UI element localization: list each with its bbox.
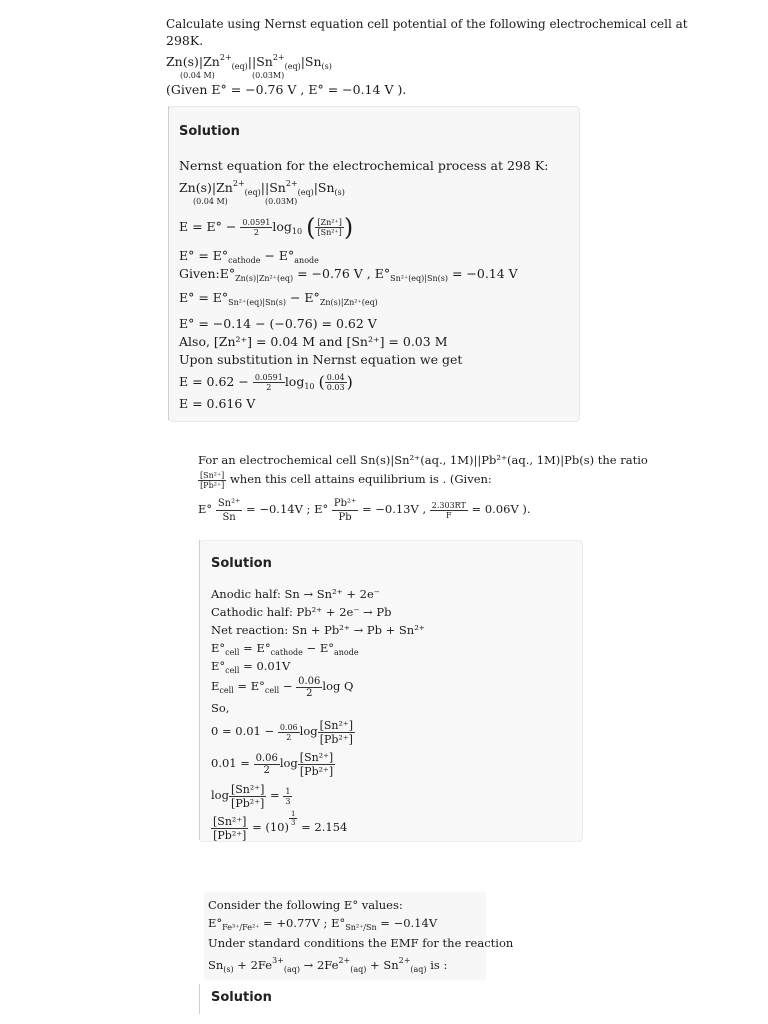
- sol1-cell: $Zn(s)|Zn^{2+}_{(eq)}||Sn^{2+}_{(eq)}|Sn_{(s)}$: [179, 179, 345, 197]
- solution-1-title: Solution: [179, 124, 240, 139]
- sol1-result: E = 0.616 V: [179, 396, 256, 411]
- q2-ratio-line: $\frac{\text{[Sn²⁺]}}{\text{[Pb²⁺]}}$ when this cell attains equilibrium is . (Given:: [200, 470, 492, 490]
- q1-conc-1: (0.04 M): [180, 71, 215, 80]
- solution-1-border: [168, 106, 169, 420]
- solution-2-body: [211, 586, 571, 840]
- q1-line-2: 298K.: [166, 33, 204, 48]
- solution-1-body: [179, 158, 569, 416]
- q1-cell-notation: $Zn(s)|Zn^{2+}_{(eq)}||Sn^{2+}_{(eq)}|Sn_{(s)}$: [166, 53, 332, 71]
- q3-line-1: Consider the following E° values:: [208, 898, 403, 912]
- q1-conc-2: (0.03M): [252, 71, 285, 80]
- q2-line-1: For an electrochemical cell Sn(s)|Sn²⁺(aq., 1M)||Pb²⁺(aq., 1M)|Pb(s) the ratio: [198, 453, 648, 467]
- sol1-concentrations: Also, [Zn²⁺] = 0.04 M and [Sn²⁺] = 0.03 M: [179, 334, 448, 349]
- q3-line-3: Under standard conditions the EMF for the reaction: [208, 936, 514, 950]
- sol1-conc-1: (0.04 M): [193, 197, 228, 206]
- sol1-given: $Given:E^\circ_{Zn(s)|Zn^{2+}(eq)} = -0.76$ V , $E^\circ_{Sn^{2+}(eq)|Sn(s)} = -0.14$ V: [179, 266, 518, 283]
- solution-2-border: [199, 540, 200, 840]
- sol2-step-1: 0 = 0.01 − $\frac{0.06}{2}$ log $\frac{\text{[Sn²⁺]}}{\text{[Pb²⁺]}}$: [211, 718, 354, 746]
- sol1-substituted-equation: E = 0.62 − $\frac{0.0591}{2}$ $\log_{10}$ ( $\frac{0.04}{0.03}$ ): [179, 372, 353, 392]
- sol2-net-reaction: Net reaction: Sn + Pb²⁺ → Pb + Sn²⁺: [211, 623, 425, 637]
- sol2-step-3: log $\frac{\text{[Sn²⁺]}}{\text{[Pb²⁺]}}$ = $\frac{1}{3}$: [211, 782, 291, 810]
- q1-given: (Given E° = −0.76 V , E° = −0.14 V ).: [166, 82, 407, 97]
- solution-3-title: Solution: [211, 990, 272, 1005]
- q1-line-1: Calculate using Nernst equation cell potential of the following electrochemical cell at: [166, 17, 688, 31]
- sol1-ecell-def: $E^\circ = E^\circ_{cathode} - E^\circ_{anode}$: [179, 248, 319, 265]
- sol2-so: So,: [211, 701, 230, 715]
- sol1-e-diff: $E^\circ = E^\circ_{Sn^{2+}(eq)|Sn(s)} - E^\circ_{Zn(s)|Zn^{2+}(eq)}$: [179, 290, 378, 307]
- question-1: [166, 16, 688, 102]
- solution-2-title: Solution: [211, 556, 272, 571]
- sol2-step-2: 0.01 = $\frac{0.06}{2}$ log $\frac{\text{[Sn²⁺]}}{\text{[Pb²⁺]}}$: [211, 750, 334, 778]
- sol1-conc-2: (0.03M): [265, 197, 298, 206]
- sol1-intro: Nernst equation for the electrochemical process at 298 K:: [179, 158, 549, 173]
- sol2-anodic-half: Anodic half: Sn → Sn²⁺ + 2e⁻: [211, 587, 380, 601]
- question-2: [198, 452, 648, 538]
- sol2-nernst: $E_{cell} = E^\circ_{cell}$ − $\frac{0.06}{2}$ log Q: [211, 675, 354, 699]
- sol2-ecell-def: $E^\circ_{cell} = E^\circ_{cathode} - E^\circ_{anode}$: [211, 641, 359, 657]
- question-3: [208, 897, 514, 977]
- q2-given-values: E° $\frac{\text{Sn²⁺}}{Sn}$ = −0.14V ; E° $\frac{\text{Pb²⁺}}{Pb}$ = −0.13V , $\frac{2.303RT}{F}$ = 0.06V ).: [198, 497, 531, 523]
- solution-3-border: [199, 984, 200, 1014]
- sol2-step-4: $\frac{\text{[Sn²⁺]}}{\text{[Pb²⁺]}}$ = (10) $\frac{1}{3}$ = 2.154: [213, 810, 348, 842]
- q3-e-values: $E^\circ_{Fe^{3+}/Fe^{2+}} = +0.77V$ ; $E^\circ_{Sn^{2+}/Sn} = -0.14V$: [208, 916, 438, 932]
- q3-reaction: $Sn_{(s)} + 2Fe^{3+}_{(aq)} \to 2Fe^{2+}_{(aq)} + Sn^{2+}_{(aq)}$ is :: [208, 956, 448, 974]
- sol1-e-value: E° = −0.14 − (−0.76) = 0.62 V: [179, 316, 377, 331]
- sol1-substitution-text: Upon substitution in Nernst equation we get: [179, 352, 463, 367]
- sol2-cathodic-half: Cathodic half: Pb²⁺ + 2e⁻ → Pb: [211, 605, 392, 619]
- sol1-nernst-equation: E = E° − $\frac{0.0591}{2}$ $\log_{10}$ ( $\frac{\text{[Zn²⁺]}}{\text{[Sn²⁺]}}$ ): [179, 213, 354, 242]
- sol2-ecell-value: $E^\circ_{cell} = 0.01V$: [211, 659, 291, 675]
